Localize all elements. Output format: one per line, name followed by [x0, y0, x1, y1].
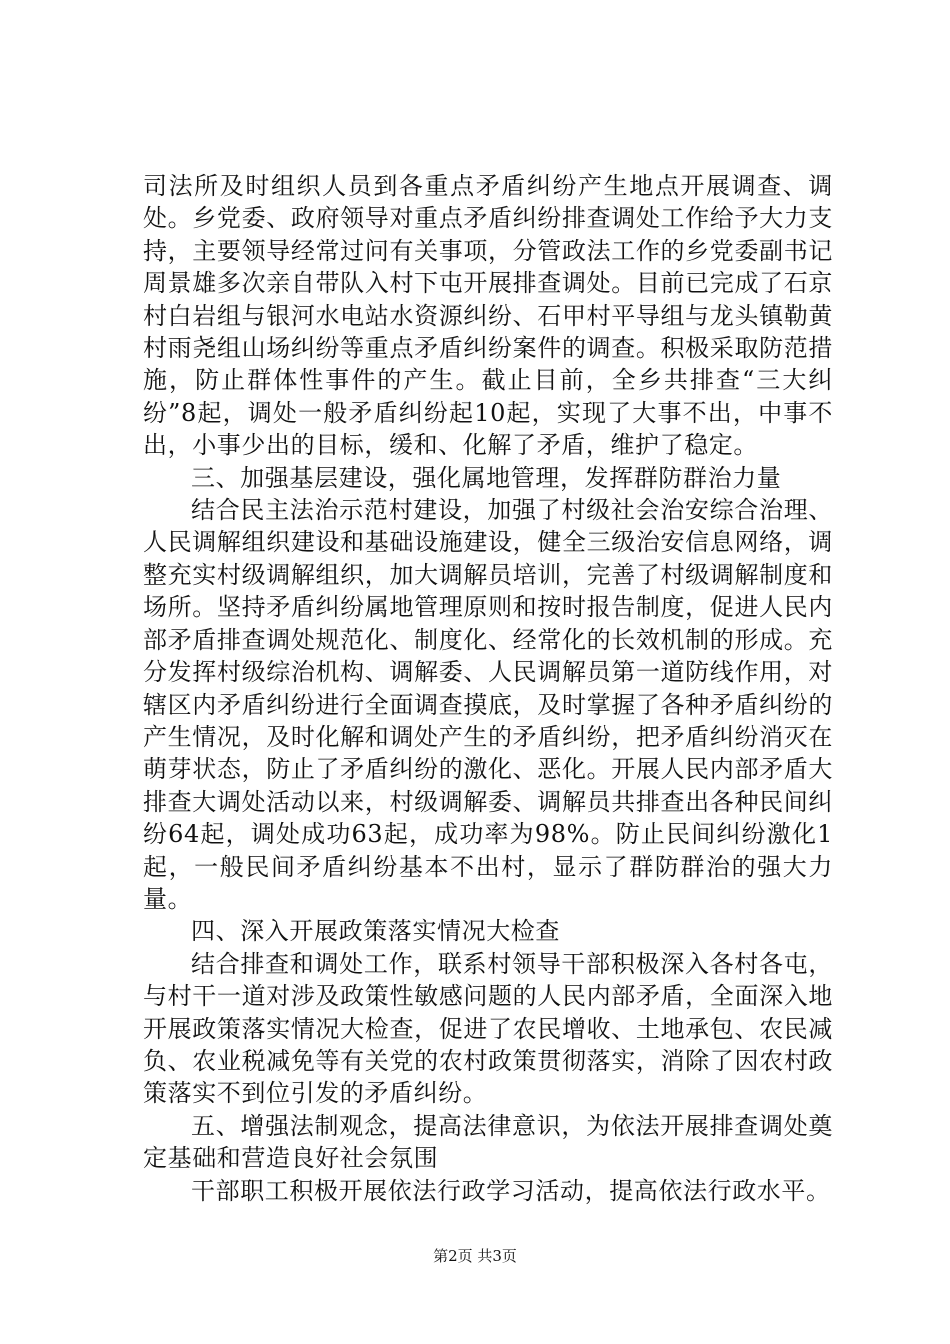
paragraph-section-5: 干部职工积极开展依法行政学习活动，提高依法行政水平。	[191, 1176, 831, 1205]
section-heading-3: 三、加强基层建设，强化属地管理，发挥群防群治力量	[191, 463, 782, 492]
paragraph-section-3: 结合民主法治示范村建设，加强了村级社会治安综合治理、人民调解组织建设和基础设施建设，健全三级治安信息网络，调整充实村级调解组织，加大调解员培训，完善了村级调解制度和场所。坚持矛盾纠纷属地管理原则和按时报告制度，促进人民内部矛盾排查调处规范化、制度化、经常化的长效机制的形成。充分发挥村级综治机构、调解委、人民调解员第一道防线作用，对辖区内矛盾纠纷进行全面调查摸底，及时掌握了各种矛盾纠纷的产生情况，及时化解和调处产生的矛盾纠纷，把矛盾纠纷消灭在萌芽状态，防止了矛盾纠纷的激化、恶化。开展人民内部矛盾大排查大调处活动以来，村级调解委、调解员共排查出各种民间纠纷64起，调处成功63起，成功率为98%。防止民间纠纷激化1起，一般民间矛盾纠纷基本不出村，显示了群防群治的强大力量。	[143, 496, 833, 913]
paragraph-continued: 司法所及时组织人员到各重点矛盾纠纷产生地点开展调查、调处。乡党委、政府领导对重点矛盾纠纷排查调处工作给予大力支持，主要领导经常过问有关事项，分管政法工作的乡党委副书记周景雄多次亲自带队入村下屯开展排查调处。目前已完成了石京村白岩组与银河水电站水资源纠纷、石甲村平导组与龙头镇勒黄村雨尧组山场纠纷等重点矛盾纠纷案件的调查。积极采取防范措施，防止群体性事件的产生。截止目前，全乡共排查“三大纠纷”8起，调处一般矛盾纠纷起10起，实现了大事不出，中事不出，小事少出的目标，缓和、化解了矛盾，维护了稳定。	[143, 172, 833, 460]
page-number-footer: 第2页 共3页	[433, 1247, 517, 1265]
document-body	[143, 170, 833, 1207]
paragraph-section-4: 结合排查和调处工作，联系村领导干部积极深入各村各屯，与村干一道对涉及政策性敏感问题的人民内部矛盾，全面深入地开展政策落实情况大检查，促进了农民增收、土地承包、农民减负、农业税减免等有关党的农村政策贯彻落实，消除了因农村政策落实不到位引发的矛盾纠纷。	[143, 949, 833, 1108]
section-heading-5: 五、增强法制观念，提高法律意识，为依法开展排查调处奠定基础和营造良好社会氛围	[143, 1111, 833, 1173]
section-heading-4: 四、深入开展政策落实情况大检查	[191, 917, 560, 946]
